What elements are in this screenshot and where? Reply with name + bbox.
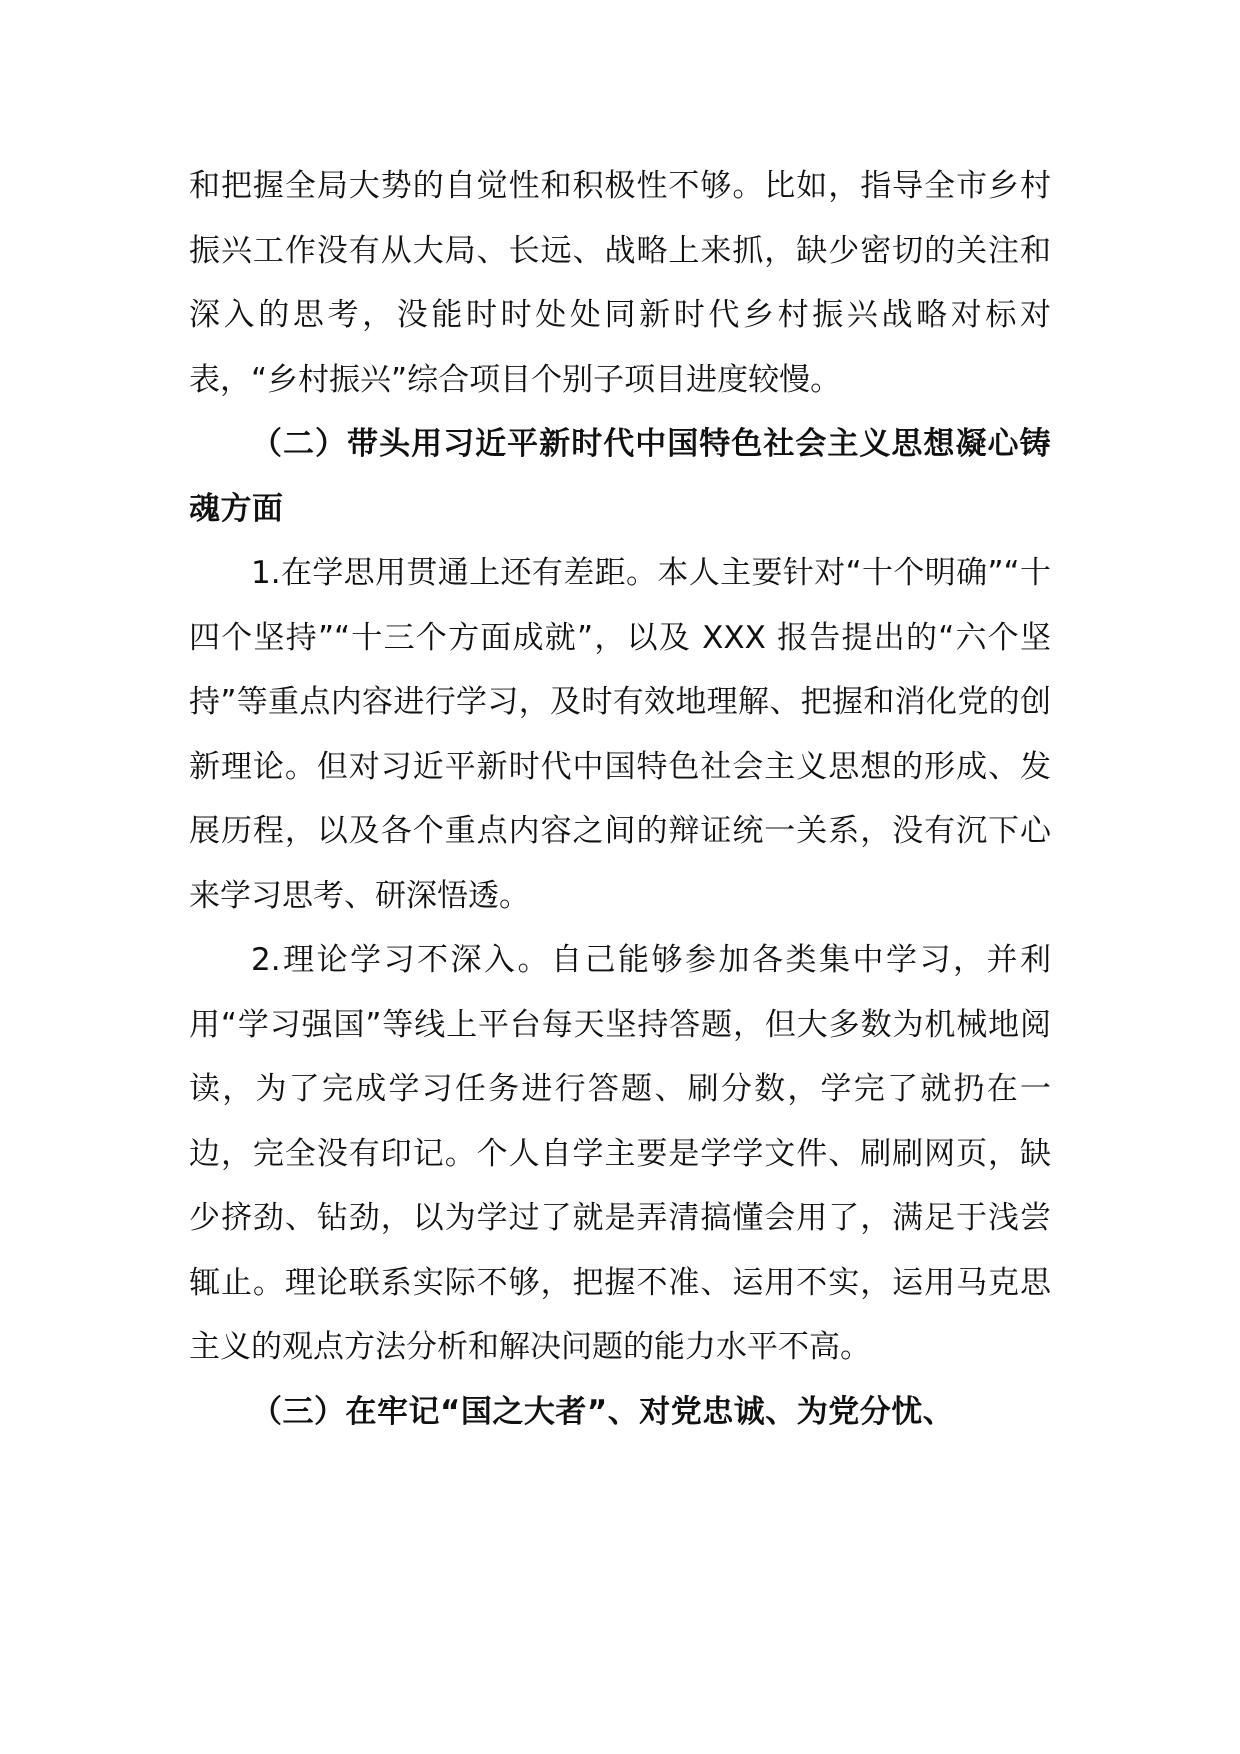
section-heading-3: （三）在牢记“国之大者”、对党忠诚、为党分忧、 [251,1393,955,1430]
paragraph-continuation: 和把握全局大势的自觉性和积极性不够。比如，指导全市乡村振兴工作没有从大局、长远、战略上来抓，缺少密切的关注和深入的思考，没能时时处处同新时代乡村振兴战略对标对表，“乡村振兴”综合项目个别子项目进度较慢。 [189,168,1051,398]
document-body [189,154,1051,1444]
paragraph-item-1: 1.在学思用贯通上还有差距。本人主要针对“十个明确”“十四个坚持”“十三个方面成就”，以及 XXX 报告提出的“六个坚持”等重点内容进行学习，及时有效地理解、把握和消化党的创新理论。但对习近平新时代中国特色社会主义思想的形成、发展历程，以及各个重点内容之间的辩证统一关系，没有沉下心来学习思考、研深悟透。 [189,555,1051,914]
section-heading-2: （二）带头用习近平新时代中国特色社会主义思想凝心铸魂方面 [189,426,1051,527]
paragraph-item-2: 2.理论学习不深入。自己能够参加各类集中学习，并利用“学习强国”等线上平台每天坚持答题，但大多数为机械地阅读，为了完成学习任务进行答题、刷分数，学完了就扔在一边，完全没有印记。个人自学主要是学学文件、刷刷网页，缺少挤劲、钻劲，以为学过了就是弄清搞懂会用了，满足于浅尝辄止。理论联系实际不够，把握不准、运用不实，运用马克思主义的观点方法分析和解决问题的能力水平不高。 [189,942,1051,1365]
